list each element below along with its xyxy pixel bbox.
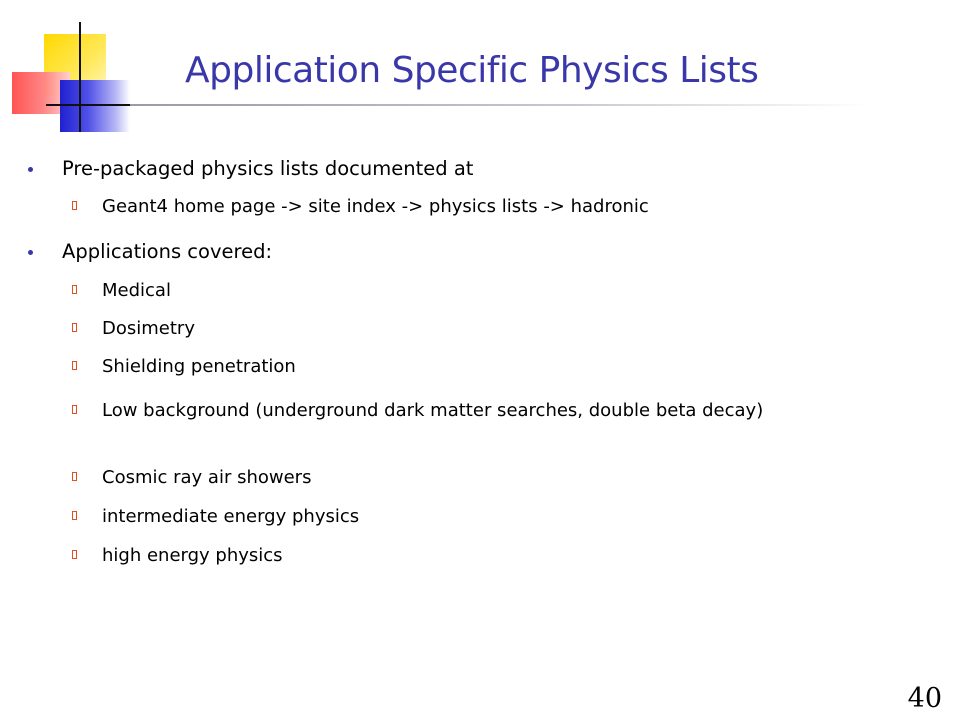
title-underline: [130, 104, 870, 106]
small-hollow-square-icon: [72, 285, 77, 294]
small-hollow-square-icon: [72, 361, 77, 370]
logo-horizontal-line: [46, 104, 136, 106]
logo-blue-square: [60, 80, 130, 132]
subbullet-text: Cosmic ray air showers: [102, 467, 312, 488]
round-dot-icon: [28, 250, 33, 255]
subbullet-text: Medical: [102, 280, 171, 301]
small-hollow-square-icon: [72, 472, 77, 481]
small-hollow-square-icon: [72, 550, 77, 559]
page-title: Application Specific Physics Lists: [185, 50, 759, 91]
logo-vertical-line: [79, 22, 81, 132]
subbullet-text: Geant4 home page -> site index -> physics lists -> hadronic: [102, 196, 649, 217]
subbullet-text: intermediate energy physics: [102, 506, 360, 527]
bullet-text: Pre-packaged physics lists documented at: [62, 157, 474, 180]
subbullet-text: Dosimetry: [102, 318, 195, 339]
subbullet-text: high energy physics: [102, 545, 283, 566]
bullet-text: Applications covered:: [62, 240, 273, 263]
small-hollow-square-icon: [72, 405, 77, 414]
small-hollow-square-icon: [72, 511, 77, 520]
subbullet-text: Low background (underground dark matter searches, double beta decay): [102, 400, 764, 421]
small-hollow-square-icon: [72, 201, 77, 210]
small-hollow-square-icon: [72, 323, 77, 332]
page-number: 40: [907, 683, 942, 714]
slide-logo-icon: [0, 0, 140, 140]
subbullet-text: Shielding penetration: [102, 356, 296, 377]
round-dot-icon: [28, 167, 33, 172]
